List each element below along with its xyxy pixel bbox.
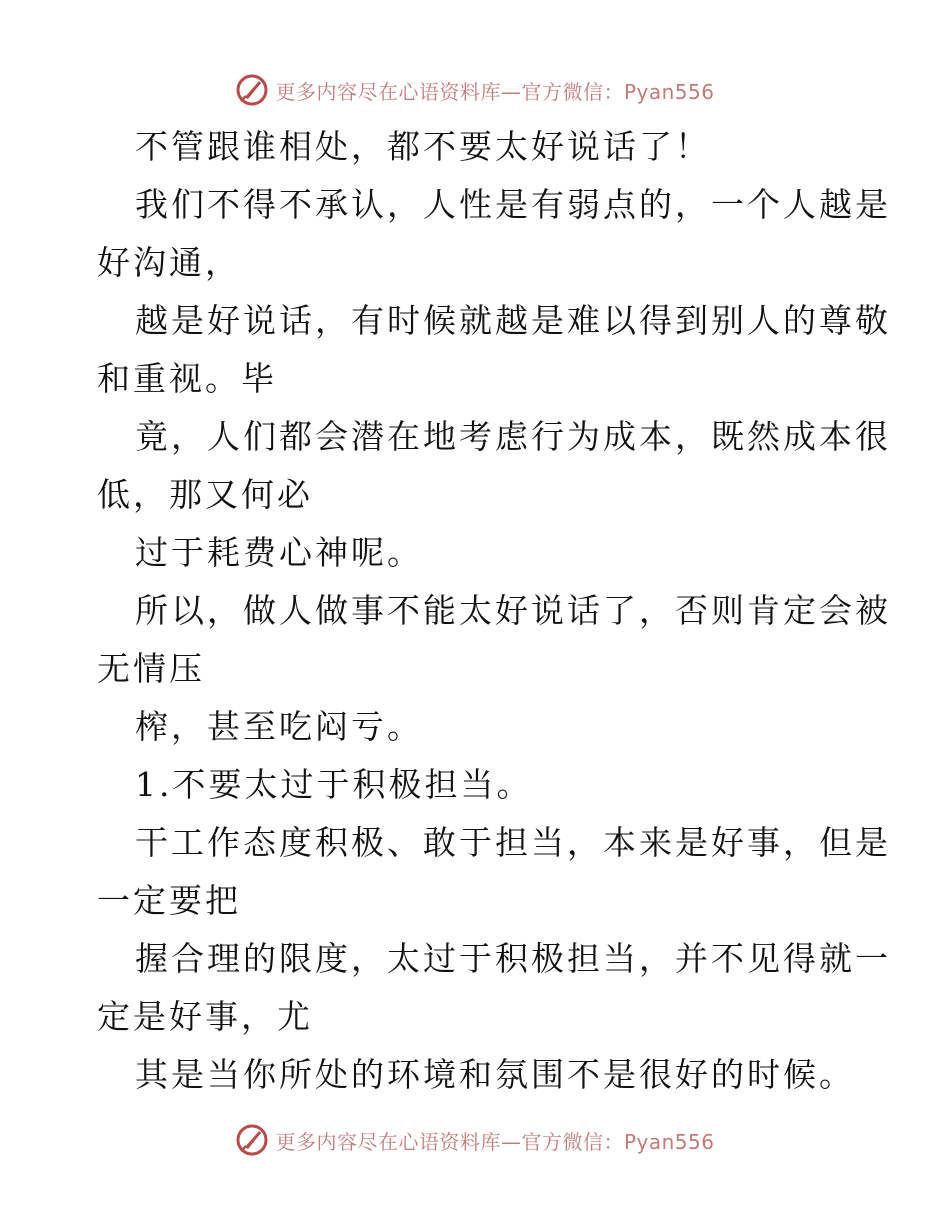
text-line: 所以，做人做事不能太好说话了，否则肯定会被 <box>135 591 891 630</box>
text-line: 和重视。毕 <box>97 359 277 398</box>
text-line: 竟，人们都会潜在地考虑行为成本，既然成本很 <box>135 417 891 456</box>
document-body <box>97 118 891 1104</box>
text-line: 干工作态度积极、敢于担当，本来是好事，但是 <box>135 823 891 862</box>
text-line: 我们不得不承认，人性是有弱点的，一个人越是 <box>135 185 891 224</box>
text-line: 越是好说话，有时候就越是难以得到别人的尊敬 <box>135 301 891 340</box>
header-watermark-banner <box>0 70 950 110</box>
footer-watermark-banner <box>0 1120 950 1160</box>
quill-logo-icon <box>235 1123 269 1157</box>
footer-banner-text: 更多内容尽在心语资料库—官方微信：Pyan556 <box>275 1129 715 1154</box>
header-banner-text: 更多内容尽在心语资料库—官方微信：Pyan556 <box>275 79 715 104</box>
quill-logo-icon <box>235 73 269 107</box>
text-line: 过于耗费心神呢。 <box>135 533 423 572</box>
text-line: 低，那又何必 <box>97 475 313 514</box>
text-line: 好沟通， <box>97 243 241 282</box>
text-line: 握合理的限度，太过于积极担当，并不见得就一 <box>135 939 891 978</box>
text-line: 无情压 <box>97 649 205 688</box>
text-line: 榨，甚至吃闷亏。 <box>135 707 423 746</box>
text-line: 不管跟谁相处，都不要太好说话了！ <box>135 127 711 166</box>
text-line: 定是好事，尤 <box>97 997 313 1036</box>
text-line: 一定要把 <box>97 881 241 920</box>
text-line: 1.不要太过于积极担当。 <box>135 765 533 804</box>
text-line: 其是当你所处的环境和氛围不是很好的时候。 <box>135 1055 855 1094</box>
